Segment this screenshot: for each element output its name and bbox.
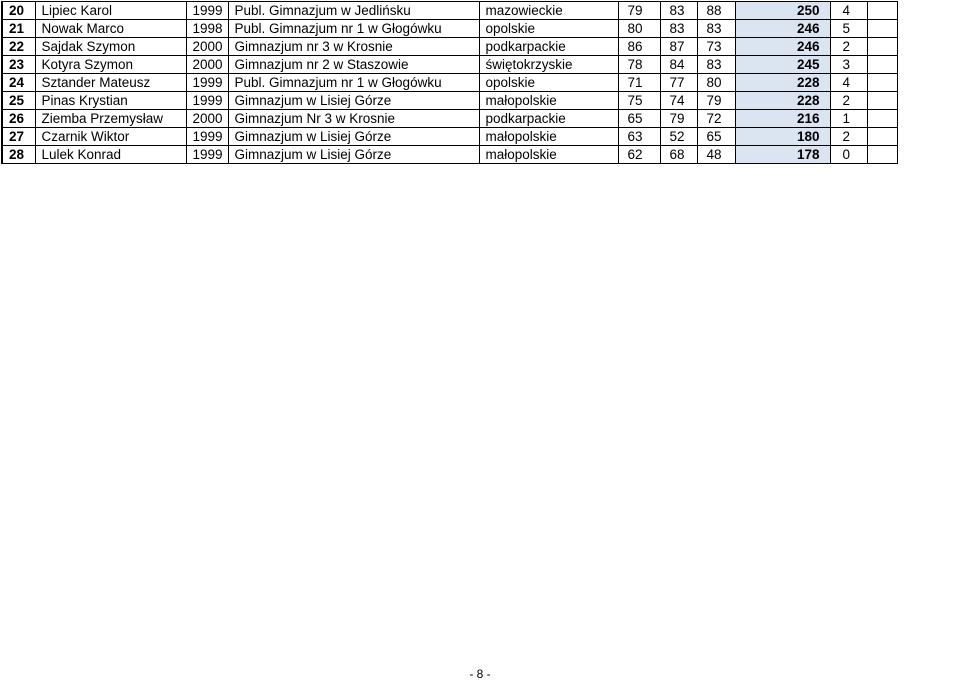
birth-year-cell: 2000 xyxy=(186,110,228,128)
row-number-cell: 28 xyxy=(2,146,35,164)
score-1-cell: 86 xyxy=(618,38,660,56)
table-row xyxy=(2,128,897,146)
score-1-cell: 79 xyxy=(618,2,660,20)
table-row xyxy=(2,2,897,20)
score-1-cell: 71 xyxy=(618,74,660,92)
region-cell: małopolskie xyxy=(479,92,618,110)
birth-year-cell: 2000 xyxy=(186,38,228,56)
table-row xyxy=(2,38,897,56)
place-cell: 1 xyxy=(830,110,867,128)
birth-year-cell: 1998 xyxy=(186,20,228,38)
place-cell: 2 xyxy=(830,38,867,56)
table-row xyxy=(2,92,897,110)
birth-year-cell: 2000 xyxy=(186,56,228,74)
row-number-cell: 22 xyxy=(2,38,35,56)
score-1-cell: 65 xyxy=(618,110,660,128)
score-3-cell: 83 xyxy=(697,20,735,38)
row-number-cell: 23 xyxy=(2,56,35,74)
page-number: - 8 - xyxy=(469,667,491,681)
score-3-cell: 73 xyxy=(697,38,735,56)
score-2-cell: 74 xyxy=(660,92,697,110)
region-cell: małopolskie xyxy=(479,128,618,146)
school-cell: Gimnazjum nr 3 w Krosnie xyxy=(228,38,479,56)
table-body xyxy=(2,2,897,164)
total-score-cell: 180 xyxy=(735,128,830,146)
place-cell: 2 xyxy=(830,92,867,110)
student-name-cell: Nowak Marco xyxy=(35,20,186,38)
total-score-cell: 228 xyxy=(735,92,830,110)
empty-cell xyxy=(867,2,897,20)
score-3-cell: 88 xyxy=(697,2,735,20)
total-score-cell: 246 xyxy=(735,20,830,38)
total-score-cell: 228 xyxy=(735,74,830,92)
school-cell: Publ. Gimnazjum nr 1 w Głogówku xyxy=(228,74,479,92)
region-cell: podkarpackie xyxy=(479,38,618,56)
empty-cell xyxy=(867,146,897,164)
empty-cell xyxy=(867,74,897,92)
score-2-cell: 79 xyxy=(660,110,697,128)
school-cell: Gimnazjum w Lisiej Górze xyxy=(228,128,479,146)
table-row xyxy=(2,110,897,128)
score-2-cell: 77 xyxy=(660,74,697,92)
score-2-cell: 52 xyxy=(660,128,697,146)
student-name-cell: Lipiec Karol xyxy=(35,2,186,20)
student-name-cell: Kotyra Szymon xyxy=(35,56,186,74)
student-name-cell: Czarnik Wiktor xyxy=(35,128,186,146)
school-cell: Gimnazjum nr 2 w Staszowie xyxy=(228,56,479,74)
score-1-cell: 63 xyxy=(618,128,660,146)
birth-year-cell: 1999 xyxy=(186,2,228,20)
score-1-cell: 62 xyxy=(618,146,660,164)
score-3-cell: 65 xyxy=(697,128,735,146)
score-3-cell: 80 xyxy=(697,74,735,92)
place-cell: 0 xyxy=(830,146,867,164)
region-cell: świętokrzyskie xyxy=(479,56,618,74)
total-score-cell: 178 xyxy=(735,146,830,164)
score-1-cell: 80 xyxy=(618,20,660,38)
empty-cell xyxy=(867,56,897,74)
score-2-cell: 84 xyxy=(660,56,697,74)
total-score-cell: 216 xyxy=(735,110,830,128)
school-cell: Gimnazjum Nr 3 w Krosnie xyxy=(228,110,479,128)
empty-cell xyxy=(867,38,897,56)
score-2-cell: 68 xyxy=(660,146,697,164)
total-score-cell: 250 xyxy=(735,2,830,20)
score-2-cell: 83 xyxy=(660,2,697,20)
row-number-cell: 26 xyxy=(2,110,35,128)
table-row xyxy=(2,56,897,74)
school-cell: Publ. Gimnazjum w Jedlińsku xyxy=(228,2,479,20)
row-number-cell: 21 xyxy=(2,20,35,38)
row-number-cell: 20 xyxy=(2,2,35,20)
score-3-cell: 72 xyxy=(697,110,735,128)
region-cell: opolskie xyxy=(479,20,618,38)
empty-cell xyxy=(867,128,897,146)
region-cell: podkarpackie xyxy=(479,110,618,128)
total-score-cell: 246 xyxy=(735,38,830,56)
score-3-cell: 83 xyxy=(697,56,735,74)
empty-cell xyxy=(867,92,897,110)
student-name-cell: Pinas Krystian xyxy=(35,92,186,110)
school-cell: Gimnazjum w Lisiej Górze xyxy=(228,92,479,110)
place-cell: 4 xyxy=(830,74,867,92)
place-cell: 4 xyxy=(830,2,867,20)
empty-cell xyxy=(867,110,897,128)
student-name-cell: Ziemba Przemysław xyxy=(35,110,186,128)
place-cell: 5 xyxy=(830,20,867,38)
place-cell: 3 xyxy=(830,56,867,74)
table-row xyxy=(2,20,897,38)
score-2-cell: 87 xyxy=(660,38,697,56)
place-cell: 2 xyxy=(830,128,867,146)
row-number-cell: 25 xyxy=(2,92,35,110)
score-2-cell: 83 xyxy=(660,20,697,38)
region-cell: opolskie xyxy=(479,74,618,92)
table-row xyxy=(2,74,897,92)
score-3-cell: 79 xyxy=(697,92,735,110)
score-1-cell: 78 xyxy=(618,56,660,74)
birth-year-cell: 1999 xyxy=(186,92,228,110)
results-table xyxy=(1,1,898,164)
student-name-cell: Sajdak Szymon xyxy=(35,38,186,56)
total-score-cell: 245 xyxy=(735,56,830,74)
score-3-cell: 48 xyxy=(697,146,735,164)
empty-cell xyxy=(867,20,897,38)
row-number-cell: 24 xyxy=(2,74,35,92)
school-cell: Publ. Gimnazjum nr 1 w Głogówku xyxy=(228,20,479,38)
student-name-cell: Sztander Mateusz xyxy=(35,74,186,92)
table-row xyxy=(2,146,897,164)
birth-year-cell: 1999 xyxy=(186,128,228,146)
region-cell: małopolskie xyxy=(479,146,618,164)
region-cell: mazowieckie xyxy=(479,2,618,20)
row-number-cell: 27 xyxy=(2,128,35,146)
score-1-cell: 75 xyxy=(618,92,660,110)
school-cell: Gimnazjum w Lisiej Górze xyxy=(228,146,479,164)
student-name-cell: Lulek Konrad xyxy=(35,146,186,164)
birth-year-cell: 1999 xyxy=(186,146,228,164)
birth-year-cell: 1999 xyxy=(186,74,228,92)
